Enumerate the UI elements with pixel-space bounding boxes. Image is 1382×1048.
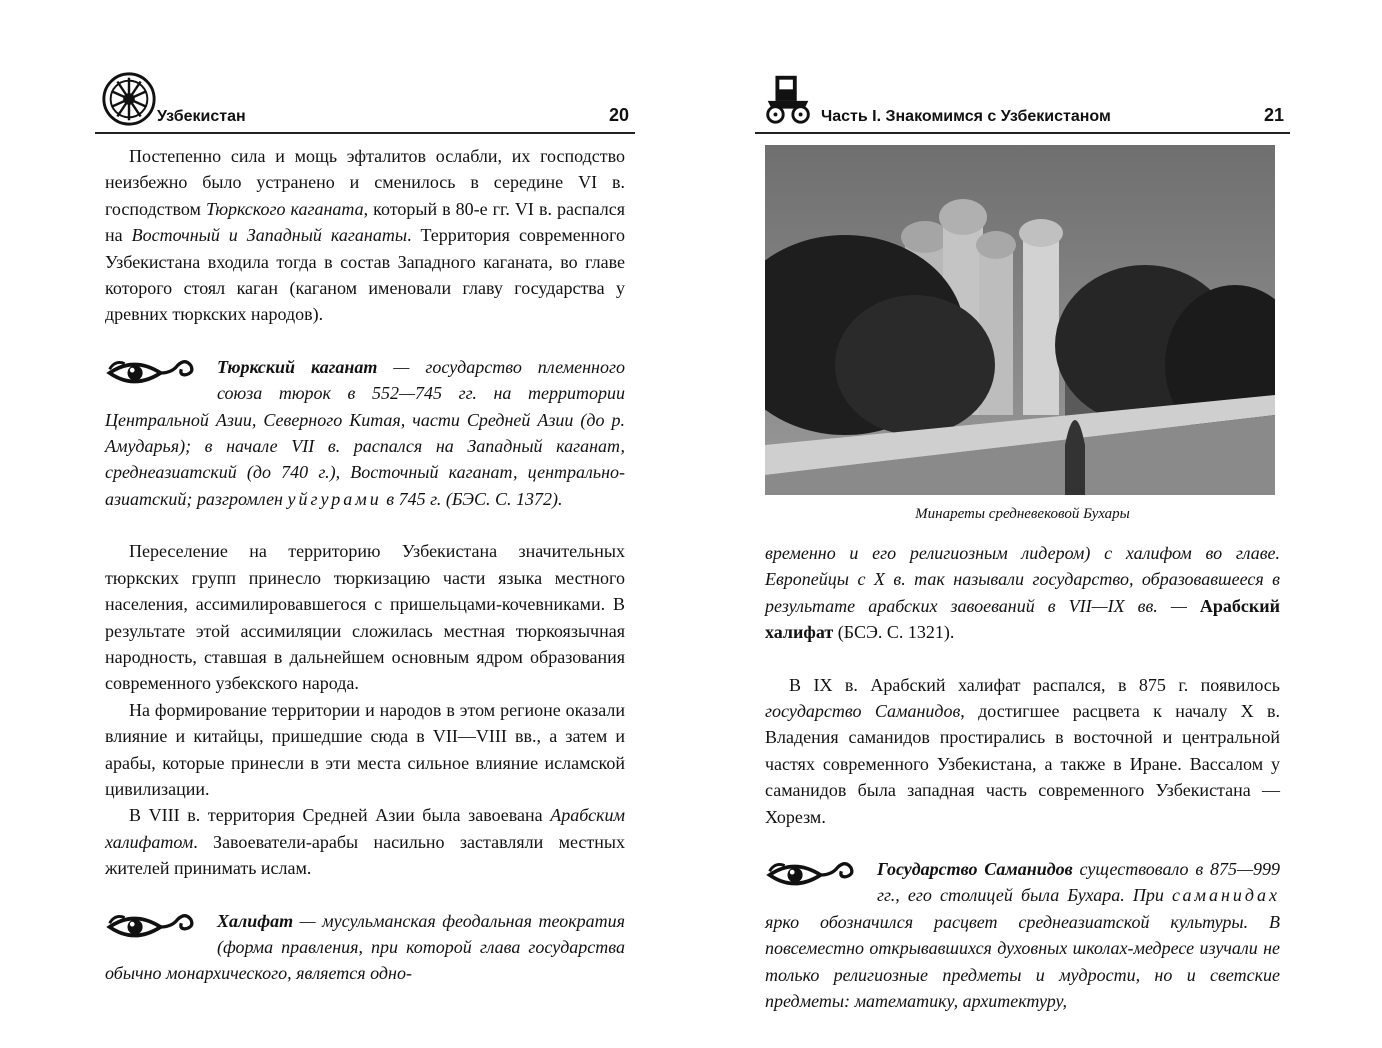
photo-caption: Минареты средневековой Бухары bbox=[915, 506, 1130, 522]
eye-icon bbox=[765, 858, 861, 892]
paragraph: В IX в. Арабский халифат распался, в 875 г. появилось государство Саманидов, достигшее расцвета к началу X в. Владения саманидов простирались в восточной и центральной частях современного Узбекистана, а также в Иране. Вассалом у саманидов была западная часть современного Узбекистана — Хорезм. bbox=[765, 674, 1280, 827]
paragraph: временно и его религиозным лидером) с халифом во главе. Европейцы с X в. так называли государство, образовавшееся в результате арабских завоеваний в VII—IX вв. — Арабский халифат (БСЭ. С. 1321). bbox=[765, 543, 1280, 643]
paragraph: В VIII в. территория Средней Азии была завоевана Арабским халифатом. Завоеватели-арабы насильно заставляли местных жителей принимать ислам. bbox=[105, 805, 625, 879]
ornament-logo-icon bbox=[100, 70, 158, 128]
definition-box-caliphate: Халифат — мусульманская феодальная теократия (форма правления, при которой глава государства обычно монархического, является одно- bbox=[105, 910, 625, 984]
definition-term: Тюркский каганат bbox=[217, 356, 378, 377]
definition-term: Халифат bbox=[217, 910, 294, 931]
right-running-header bbox=[755, 70, 1290, 134]
right-body-text bbox=[765, 540, 1280, 1041]
paragraph: Переселение на территорию Узбекистана значительных тюркских групп принесло тюркизацию части языка местного населения, ассимилировавшегося с пришельцами-кочевниками. В результате этой ассимиляции сложилась местная тюркоязычная народность, ставшая в дальнейшем основным ядром образования современного узбекского народа. bbox=[105, 541, 625, 694]
definition-box-samanid-state: Государство Саманидов существовало в 875—999 гг., его столицей была Бухара. При саманидах ярко обозначился расцвет среднеазиатской культуры. В повсеместно открывавшихся духовных школах-медресе изучали не только религиозные предметы и мудрости, но и светские предметы: математику, архитектуру, bbox=[765, 859, 1280, 1012]
page-number: 20 bbox=[608, 105, 629, 125]
minarets-photo bbox=[765, 145, 1275, 495]
carriage-ornament-icon bbox=[760, 70, 818, 128]
right-page bbox=[755, 0, 1290, 1048]
left-body-text bbox=[105, 143, 625, 1013]
paragraph: На формирование территории и народов в этом регионе оказали влияние и китайцы, пришедшие сюда в VII—VIII вв., а затем и арабы, которые принесли в эти места сильное влияние исламской цивилизации. bbox=[105, 699, 625, 799]
running-header-title: Часть I. Знакомимся с Узбекистаном bbox=[821, 108, 1111, 125]
paragraph: Постепенно сила и мощь эфталитов ослабли, их господство неизбежно было устранено и сменилось в середине VI в. господством Тюркского каганата, который в 80-е гг. VI в. распался на Восточный и Западный каганаты. Территория современного Узбекистана входила тогда в состав Западного каганата, во главе которого стоял каган (каганом именовали главу государства у древних тюркских народов). bbox=[105, 146, 625, 325]
definition-box-turkic-khaganate: Тюркский каганат — государство племенного союза тюрок в 552—745 гг. на территории Центральной Азии, Северного Китая, части Средней Азии (до р. Амударья); в начале VII в. распался на Западный каганат, среднеазиатский (до 740 г.), Восточный каганат, центрально-азиатский; разгромлен уйгурами в 745 г. (БЭС. С. 1372). bbox=[105, 356, 625, 509]
minarets-photo-image bbox=[765, 145, 1275, 495]
eye-icon bbox=[105, 356, 201, 390]
left-page bbox=[95, 0, 635, 1048]
left-running-header bbox=[95, 70, 635, 134]
eye-icon bbox=[105, 910, 201, 944]
running-header-title: Узбекистан bbox=[157, 108, 246, 125]
page-number: 21 bbox=[1263, 105, 1284, 125]
definition-term: Государство Саманидов bbox=[877, 859, 1073, 880]
